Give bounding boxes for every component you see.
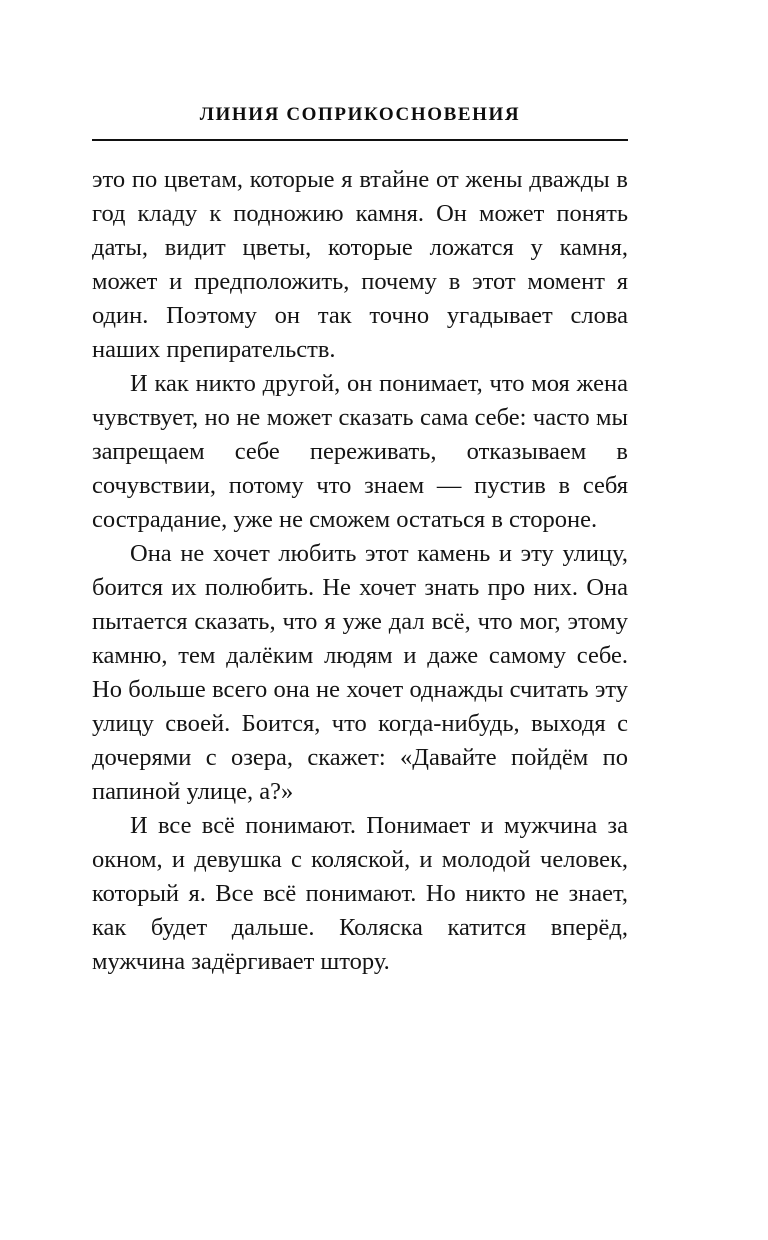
page-content-column [92, 0, 628, 979]
paragraph: И как никто другой, он понимает, что моя жена чувствует, но не может сказать сама себе: часто мы запрещаем себе переживать, отказываем в сочувствии, потому что знаем — пустив в себя сострадание, уже не сможем остаться в стороне. [92, 369, 628, 533]
paragraph: это по цветам, которые я втайне от жены дважды в год кладу к подножию камня. Он может понять даты, видит цветы, которые ложатся у камня, может и предположить, почему в этот момент я один. Поэтому он так точно угадывает слова наших препирательств. [92, 165, 628, 363]
running-head: ЛИНИЯ СОПРИКОСНОВЕНИЯ [199, 104, 521, 125]
header-divider-rule [92, 139, 628, 141]
paragraph: И все всё понимают. Понимает и мужчина за окном, и девушка с коляской, и молодой человек, который я. Все всё понимают. Но никто не знает, как будет дальше. Коляска катится вперёд, мужчина задёргивает штору. [92, 811, 628, 975]
paragraph: Она не хочет любить этот камень и эту улицу, боится их полюбить. Не хочет знать про них. Она пытается сказать, что я уже дал всё, что мог, этому камню, тем далёким людям и даже самому себе. Но больше всего она не хочет однажды считать эту улицу своей. Боится, что когда-нибудь, выходя с дочерями с озера, скажет: «Давайте пойдём по папиной улице, а?» [92, 539, 628, 805]
body-text-block [92, 163, 628, 979]
